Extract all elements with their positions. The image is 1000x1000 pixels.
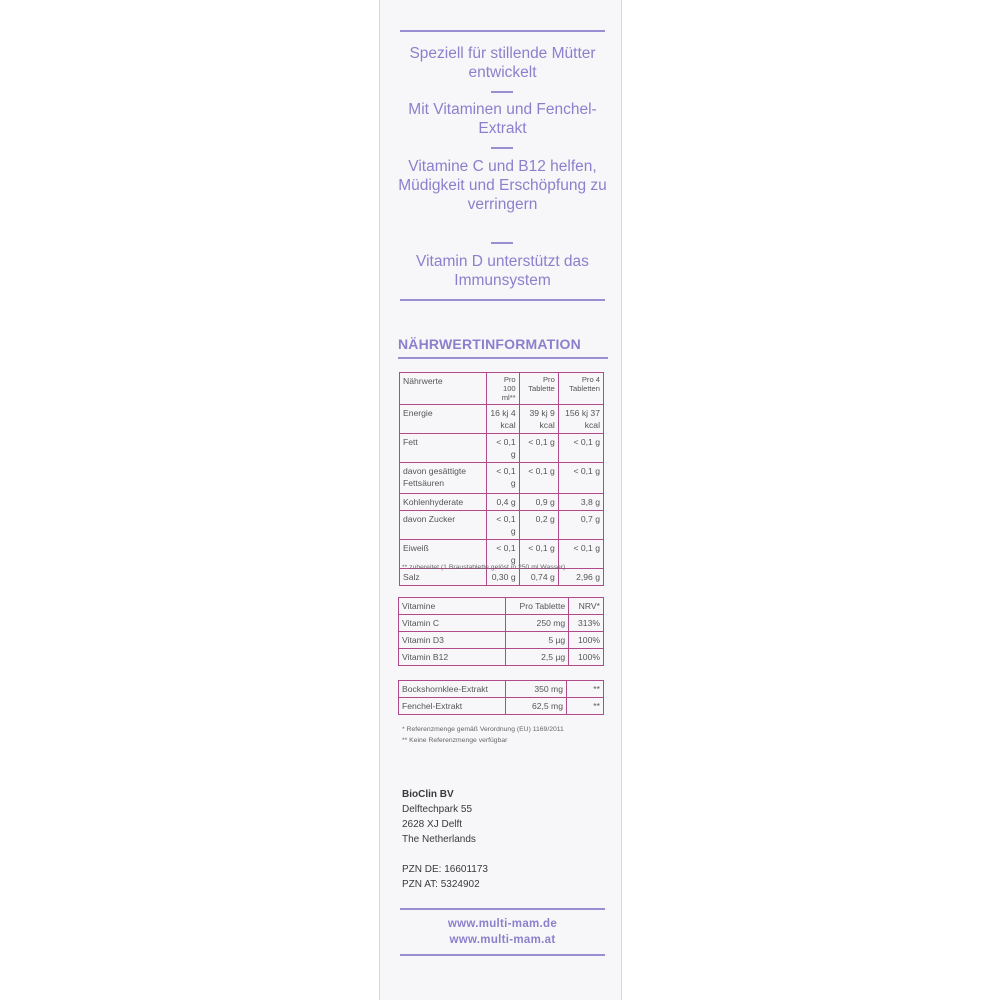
row-label: Vitamin D3 (399, 632, 506, 649)
row-label: Salz (400, 569, 487, 586)
row-label: davon Zucker (400, 511, 487, 540)
value-cell: 156 kj 37 kcal (558, 405, 603, 434)
claims-bottom-divider (400, 299, 605, 301)
header-cell: Pro 4 Tabletten (558, 373, 603, 405)
claim-separator (491, 91, 513, 93)
company-city: 2628 XJ Delft (402, 819, 463, 830)
value-cell: 5 µg (506, 632, 569, 649)
reference-footnote: * Referenzmenge gemäß Verordnung (EU) 1169/2011 (402, 726, 564, 733)
value-cell: 0,30 g (487, 569, 520, 586)
value-cell: < 0,1 g (487, 511, 520, 540)
value-cell: < 0,1 g (558, 434, 603, 463)
value-cell: 250 mg (506, 615, 569, 632)
nutrition-table (399, 372, 604, 586)
claim-vitamin-d: Vitamin D unterstützt das Immunsystem (416, 253, 589, 289)
no-reference-footnote: ** Keine Referenzmenge verfügbar (402, 737, 508, 744)
value-cell: < 0,1 g (519, 463, 558, 494)
website-link-at[interactable]: www.multi-mam.at (449, 934, 556, 946)
table-row (400, 511, 604, 540)
table-row (399, 632, 604, 649)
value-cell: 0,74 g (519, 569, 558, 586)
table-row (400, 494, 604, 511)
header-cell: Pro Tablette (506, 598, 569, 615)
value-cell: < 0,1 g (519, 434, 558, 463)
value-cell: 0,7 g (558, 511, 603, 540)
table-row (399, 649, 604, 666)
row-label: davon gesättigte Fettsäuren (400, 463, 487, 494)
company-name: BioClin BV (402, 789, 454, 800)
header-cell: Pro Tablette (519, 373, 558, 405)
top-divider (400, 30, 605, 32)
company-country: The Netherlands (402, 834, 476, 845)
company-address (402, 787, 476, 847)
claim-vitamins-fennel: Mit Vitaminen und Fenchel-Extrakt (408, 101, 597, 137)
package-side-panel (379, 0, 622, 1000)
claim-separator (491, 242, 513, 244)
header-cell: Vitamine (399, 598, 506, 615)
header-cell: Nährwerte (400, 373, 487, 405)
pzn-at: PZN AT: 5324902 (402, 879, 480, 890)
value-cell: 0,2 g (519, 511, 558, 540)
table-row (399, 698, 604, 715)
company-street: Delftechpark 55 (402, 804, 473, 815)
urls-bottom-divider (400, 954, 605, 956)
value-cell: 2,96 g (558, 569, 603, 586)
row-label: Vitamin B12 (399, 649, 506, 666)
claim-separator (491, 147, 513, 149)
table-header-row (399, 598, 604, 615)
nutrition-title-underline (398, 357, 608, 359)
value-cell: 350 mg (506, 681, 567, 698)
table-header-row (400, 373, 604, 405)
pzn-de: PZN DE: 16601173 (402, 864, 488, 875)
value-cell: < 0,1 g (558, 540, 603, 569)
header-cell: NRV* (569, 598, 604, 615)
website-link-de[interactable]: www.multi-mam.de (447, 918, 558, 930)
row-label: Fett (400, 434, 487, 463)
value-cell: ** (567, 698, 604, 715)
table-row (399, 681, 604, 698)
value-cell: 0,4 g (487, 494, 520, 511)
value-cell: ** (567, 681, 604, 698)
urls-top-divider (400, 908, 605, 910)
row-label: Bockshornklee-Extrakt (399, 681, 506, 698)
extracts-table (398, 680, 604, 715)
value-cell: < 0,1 g (487, 463, 520, 494)
value-cell: < 0,1 g (487, 540, 520, 569)
value-cell: 313% (569, 615, 604, 632)
value-cell: 100% (569, 649, 604, 666)
nutrition-footnote: ** zubereitet (1 Braustablette gelöst in 250 ml Wasser) (402, 564, 566, 571)
value-cell: 62,5 mg (506, 698, 567, 715)
row-label: Eiweiß (400, 540, 487, 569)
value-cell: 3,8 g (558, 494, 603, 511)
value-cell: 2,5 µg (506, 649, 569, 666)
value-cell: 0,9 g (519, 494, 558, 511)
claim-vitamin-c-b12: Vitamine C und B12 helfen, Müdigkeit und Erschöpfung zu verringern (398, 158, 607, 213)
value-cell: < 0,1 g (519, 540, 558, 569)
table-row (400, 463, 604, 494)
table-row (400, 434, 604, 463)
value-cell: 39 kj 9 kcal (519, 405, 558, 434)
row-label: Energie (400, 405, 487, 434)
value-cell: < 0,1 g (487, 434, 520, 463)
row-label: Fenchel-Extrakt (399, 698, 506, 715)
vitamins-table (398, 597, 604, 666)
row-label: Kohlenhyderate (400, 494, 487, 511)
value-cell: < 0,1 g (558, 463, 603, 494)
claim-nursing-mothers: Speziell für stillende Mütter entwickelt (409, 45, 596, 81)
nutrition-title: NÄHRWERTINFORMATION (398, 336, 581, 352)
pzn-block (402, 862, 488, 892)
value-cell: 100% (569, 632, 604, 649)
header-cell: Pro 100 ml** (487, 373, 520, 405)
value-cell: 16 kj 4 kcal (487, 405, 520, 434)
table-row (399, 615, 604, 632)
row-label: Vitamin C (399, 615, 506, 632)
table-row (400, 405, 604, 434)
